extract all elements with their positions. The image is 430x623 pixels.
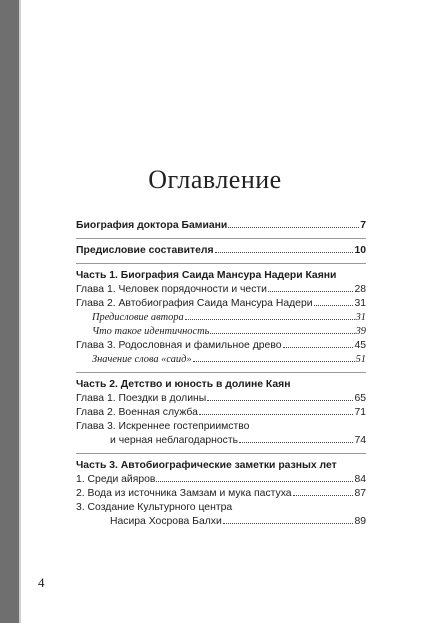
toc-entry-part3-n3-line1[interactable]: 3. Создание Культурного центра — [76, 502, 233, 513]
dot-leader — [193, 361, 355, 362]
page-title: Оглавление — [148, 165, 282, 194]
dot-leader — [185, 319, 355, 320]
toc-entry-part1-ch2[interactable]: Глава 2. Автобиография Саида Мансура Надери 31 — [76, 298, 366, 309]
toc-entry-part3-n1[interactable]: 1. Среди айяров 84 — [76, 474, 366, 485]
toc-entry-part3-n3[interactable]: Насира Хосрова Балхи 89 — [110, 516, 366, 527]
toc-entry-part1-ch3a[interactable]: Значение слова «саид» 51 — [92, 354, 366, 365]
part2-heading[interactable]: Часть 2. Детство и юность в долине Каян — [76, 379, 291, 390]
dot-leader — [228, 227, 359, 228]
dot-leader — [293, 495, 354, 496]
dot-leader — [199, 414, 354, 415]
toc-entry-part1-ch2b[interactable]: Что такое идентичность 39 — [92, 326, 366, 337]
dot-leader — [215, 252, 354, 253]
part3-heading[interactable]: Часть 3. Автобиографические заметки разных лет — [76, 460, 337, 471]
toc-entry-bio[interactable]: Биография доктора Бамиани 7 — [76, 220, 366, 231]
toc-entry-part1-ch3[interactable]: Глава 3. Родословная и фамильное древо 45 — [76, 340, 366, 351]
spine-edge — [19, 0, 21, 623]
toc-entry-part2-ch2[interactable]: Глава 2. Военная служба 71 — [76, 407, 366, 418]
toc-entry-part3-n2[interactable]: 2. Вода из источника Замзам и мука пастуха 87 — [76, 488, 366, 499]
part1-heading[interactable]: Часть 1. Биография Саида Мансура Надери Каяни — [76, 270, 337, 281]
book-spine — [0, 0, 19, 623]
section-divider — [76, 372, 366, 373]
toc-entry-part2-ch3[interactable]: и черная неблагодарность 74 — [110, 435, 366, 446]
dot-leader — [223, 523, 354, 524]
dot-leader — [239, 442, 353, 443]
section-divider — [76, 263, 366, 264]
toc-entry-part1-ch2a[interactable]: Предисловие автора 31 — [92, 312, 366, 323]
table-of-contents — [76, 219, 366, 529]
page-number: 4 — [38, 575, 45, 590]
section-divider — [76, 238, 366, 239]
dot-leader — [207, 400, 353, 401]
dot-leader — [268, 291, 353, 292]
dot-leader — [314, 305, 354, 306]
dot-leader — [156, 481, 353, 482]
toc-entry-part1-ch1[interactable]: Глава 1. Человек порядочности и чести 28 — [76, 284, 366, 295]
dot-leader — [283, 347, 354, 348]
toc-entry-preface[interactable]: Предисловие составителя 10 — [76, 245, 366, 256]
toc-entry-part2-ch1[interactable]: Глава 1. Поездки в долины 65 — [76, 393, 366, 404]
dot-leader — [210, 333, 354, 334]
section-divider — [76, 453, 366, 454]
toc-entry-part2-ch3-line1[interactable]: Глава 3. Искреннее гостеприимство — [76, 421, 250, 432]
